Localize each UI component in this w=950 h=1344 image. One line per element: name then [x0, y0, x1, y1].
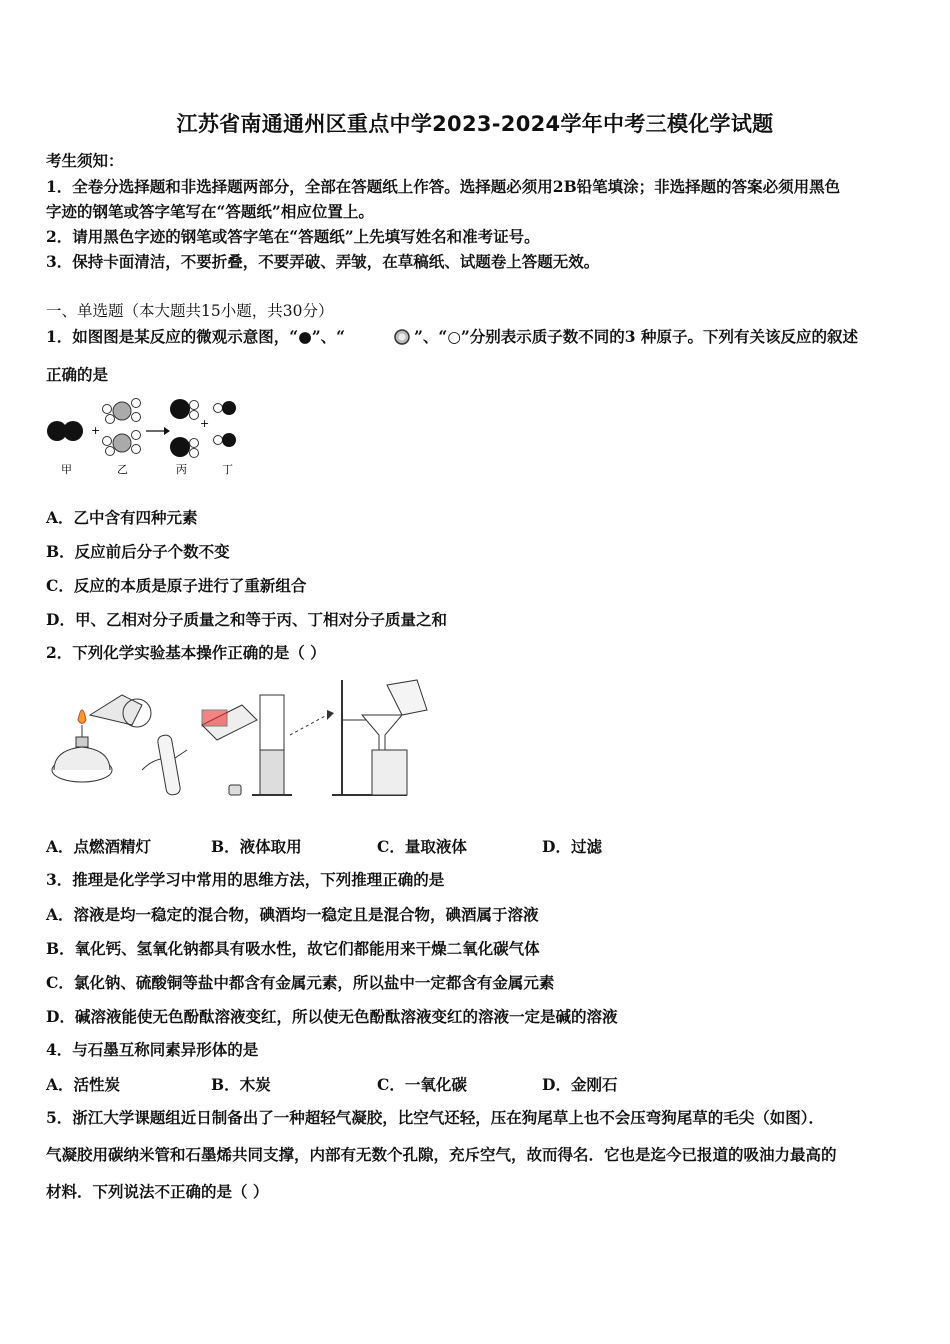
q3-option-b[interactable]: B．氧化钙、氢氧化钠都具有吸水性，故它们都能用来干燥二氧化碳气体	[46, 939, 540, 958]
q1-option-b[interactable]: B．反应前后分子个数不变	[46, 542, 230, 561]
q4-stem: 4．与石墨互称同素异形体的是	[46, 1040, 259, 1059]
reaction-diagram	[40, 395, 260, 480]
graduated-cylinder-illustration	[252, 695, 334, 795]
shaded-atom-icon	[392, 327, 414, 347]
q2-option-b[interactable]: B．液体取用	[211, 837, 302, 856]
filter-apparatus-illustration	[332, 680, 427, 795]
molecule-ding	[214, 401, 237, 447]
plus-sign: +	[91, 424, 101, 437]
notice-item: 3．保持卡面清洁，不要折叠，不要弄破、弄皱，在草稿纸、试题卷上答题无效。	[46, 252, 600, 271]
q2-option-d[interactable]: D．过滤	[542, 837, 602, 856]
alcohol-lamp-illustration	[52, 695, 151, 782]
q5-stem-line: 气凝胶用碳纳米管和石墨烯共同支撑，内部有无数个孔隙，充斥空气，故而得名．它也是迄今已报道的吸油力最高的	[46, 1145, 837, 1164]
notice-item: 2．请用黑色字迹的钢笔或答字笔在“答题纸”上先填写姓名和准考证号。	[46, 227, 540, 246]
q3-option-a[interactable]: A．溶液是均一稳定的混合物，碘酒均一稳定且是混合物，碘酒属于溶液	[46, 905, 539, 924]
label-ding: 丁	[222, 463, 233, 476]
q4-option-c[interactable]: C．一氧化碳	[377, 1075, 467, 1094]
label-bing: 丙	[176, 463, 187, 476]
q5-stem-line: 5．浙江大学课题组近日制备出了一种超轻气凝胶，比空气还轻，压在狗尾草上也不会压弯狗尾草的毛尖（如图）．	[46, 1108, 825, 1127]
label-yi: 乙	[117, 463, 128, 476]
q1-option-d[interactable]: D．甲、乙相对分子质量之和等于丙、丁相对分子质量之和	[46, 610, 447, 629]
notice-heading: 考生须知：	[46, 151, 124, 170]
q2-option-c[interactable]: C．量取液体	[377, 837, 467, 856]
q2-option-a[interactable]: A．点燃酒精灯	[46, 837, 152, 856]
liquid-pouring-illustration	[142, 705, 257, 796]
molecule-bing	[170, 399, 199, 458]
molecule-jia	[47, 421, 83, 441]
molecule-yi	[103, 399, 141, 456]
svg-text:+: +	[200, 417, 210, 430]
q5-stem-line: 材料．下列说法不正确的是（ ）	[46, 1182, 269, 1201]
q1-option-a[interactable]: A．乙中含有四种元素	[46, 508, 198, 527]
q1-option-c[interactable]: C．反应的本质是原子进行了重新组合	[46, 576, 307, 595]
page-title: 江苏省南通通州区重点中学2023-2024学年中考三模化学试题	[176, 112, 774, 136]
q1-stem-part-c: 正确的是	[46, 365, 109, 384]
q4-option-d[interactable]: D．金刚石	[542, 1075, 618, 1094]
q2-stem: 2．下列化学实验基本操作正确的是（ ）	[46, 643, 326, 662]
notice-item: 字迹的钢笔或答字笔写在“答题纸”相应位置上。	[46, 202, 374, 221]
q1-stem-part-a: 1．如图图是某反应的微观示意图，“●”、“	[46, 327, 346, 346]
q3-stem: 3．推理是化学学习中常用的思维方法，下列推理正确的是	[46, 870, 445, 889]
label-jia: 甲	[61, 463, 72, 476]
q4-option-a[interactable]: A．活性炭	[46, 1075, 121, 1094]
q4-option-b[interactable]: B．木炭	[211, 1075, 271, 1094]
lab-operations-figure	[42, 675, 442, 805]
q1-stem-part-b: ”、“○”分别表示质子数不同的3 种原子。下列有关该反应的叙述	[414, 327, 858, 346]
q3-option-d[interactable]: D．碱溶液能使无色酚酞溶液变红，所以使无色酚酞溶液变红的溶液一定是碱的溶液	[46, 1007, 618, 1026]
section-heading: 一、单选题（本大题共15小题，共30分）	[46, 302, 334, 320]
q3-option-c[interactable]: C．氯化钠、硫酸铜等盐中都含有金属元素，所以盐中一定都含有金属元素	[46, 973, 555, 992]
notice-item: 1．全卷分选择题和非选择题两部分，全部在答题纸上作答。选择题必须用2B铅笔填涂；非选择题的答案必须用黑色	[46, 177, 841, 196]
